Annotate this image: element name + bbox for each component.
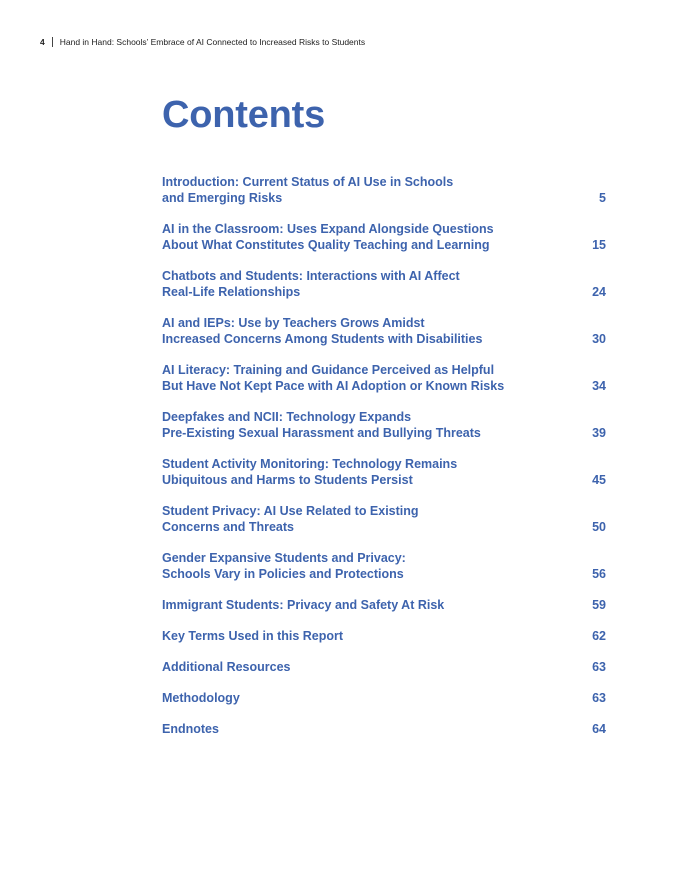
page-number: 4 xyxy=(40,37,45,47)
toc-entry-title-line: and Emerging Risks xyxy=(162,191,283,205)
toc-entry-title-line: Methodology xyxy=(162,691,240,705)
toc-entry[interactable] xyxy=(162,597,606,613)
toc-entry-title-line: AI in the Classroom: Uses Expand Alongside Questions xyxy=(162,222,494,236)
toc-entry-page-number: 39 xyxy=(592,426,606,440)
toc-entry-page-number: 63 xyxy=(592,660,606,674)
toc-entry[interactable] xyxy=(162,659,606,675)
toc-entry-page-number: 59 xyxy=(592,598,606,612)
toc-entry[interactable] xyxy=(162,456,606,488)
toc-entry-page-number: 5 xyxy=(599,191,606,205)
toc-entry[interactable] xyxy=(162,362,606,394)
toc-entry-page-number: 63 xyxy=(592,691,606,705)
toc-entry[interactable] xyxy=(162,268,606,300)
toc-entry-title-line: Key Terms Used in this Report xyxy=(162,629,344,643)
toc-entry-title-line: Introduction: Current Status of AI Use in Schools xyxy=(162,175,454,189)
toc-entry-title-line: Chatbots and Students: Interactions with AI Affect xyxy=(162,269,460,283)
toc-entry-title-line: AI Literacy: Training and Guidance Perceived as Helpful xyxy=(162,363,495,377)
toc-entry[interactable] xyxy=(162,315,606,347)
toc-entry-title-line: But Have Not Kept Pace with AI Adoption or Known Risks xyxy=(162,379,505,393)
toc-entry-title-line: Increased Concerns Among Students with Disabilities xyxy=(162,332,483,346)
toc-entry-title-line: Pre-Existing Sexual Harassment and Bullying Threats xyxy=(162,426,481,440)
table-of-contents xyxy=(162,174,606,752)
toc-entry-title-line: Immigrant Students: Privacy and Safety At Risk xyxy=(162,598,445,612)
toc-entry[interactable] xyxy=(162,628,606,644)
toc-entry-page-number: 24 xyxy=(592,285,606,299)
toc-entry[interactable] xyxy=(162,550,606,582)
toc-entry-title-line: AI and IEPs: Use by Teachers Grows Amidst xyxy=(162,316,425,330)
toc-entry-page-number: 50 xyxy=(592,520,606,534)
toc-entry-page-number: 15 xyxy=(592,238,606,252)
toc-entry-title-line: Gender Expansive Students and Privacy: xyxy=(162,551,406,565)
running-header xyxy=(40,37,365,47)
toc-entry-title-line: Deepfakes and NCII: Technology Expands xyxy=(162,410,412,424)
toc-entry-title-line: Endnotes xyxy=(162,722,219,736)
toc-entry[interactable] xyxy=(162,409,606,441)
toc-entry-title-line: Ubiquitous and Harms to Students Persist xyxy=(162,473,413,487)
toc-entry[interactable] xyxy=(162,721,606,737)
toc-entry-page-number: 34 xyxy=(592,379,606,393)
toc-entry[interactable] xyxy=(162,690,606,706)
toc-entry-page-number: 56 xyxy=(592,567,606,581)
toc-entry-page-number: 62 xyxy=(592,629,606,643)
toc-entry-title-line: Student Activity Monitoring: Technology Remains xyxy=(162,457,458,471)
toc-entry-page-number: 45 xyxy=(592,473,606,487)
toc-entry-page-number: 64 xyxy=(592,722,606,736)
toc-entry[interactable] xyxy=(162,221,606,253)
toc-entry-title-line: Concerns and Threats xyxy=(162,520,294,534)
toc-entry-title-line: Schools Vary in Policies and Protections xyxy=(162,567,404,581)
header-divider xyxy=(52,37,53,47)
toc-entry-title-line: Real-Life Relationships xyxy=(162,285,301,299)
toc-entry-page-number: 30 xyxy=(592,332,606,346)
toc-entry-title-line: About What Constitutes Quality Teaching and Learning xyxy=(162,238,490,252)
running-title: Hand in Hand: Schools’ Embrace of AI Connected to Increased Risks to Students xyxy=(59,37,366,47)
page-title: Contents xyxy=(162,94,326,136)
toc-entry[interactable] xyxy=(162,503,606,535)
toc-entry-title-line: Additional Resources xyxy=(162,660,291,674)
toc-entry-title-line: Student Privacy: AI Use Related to Existing xyxy=(162,504,419,518)
toc-entry[interactable] xyxy=(162,174,606,206)
